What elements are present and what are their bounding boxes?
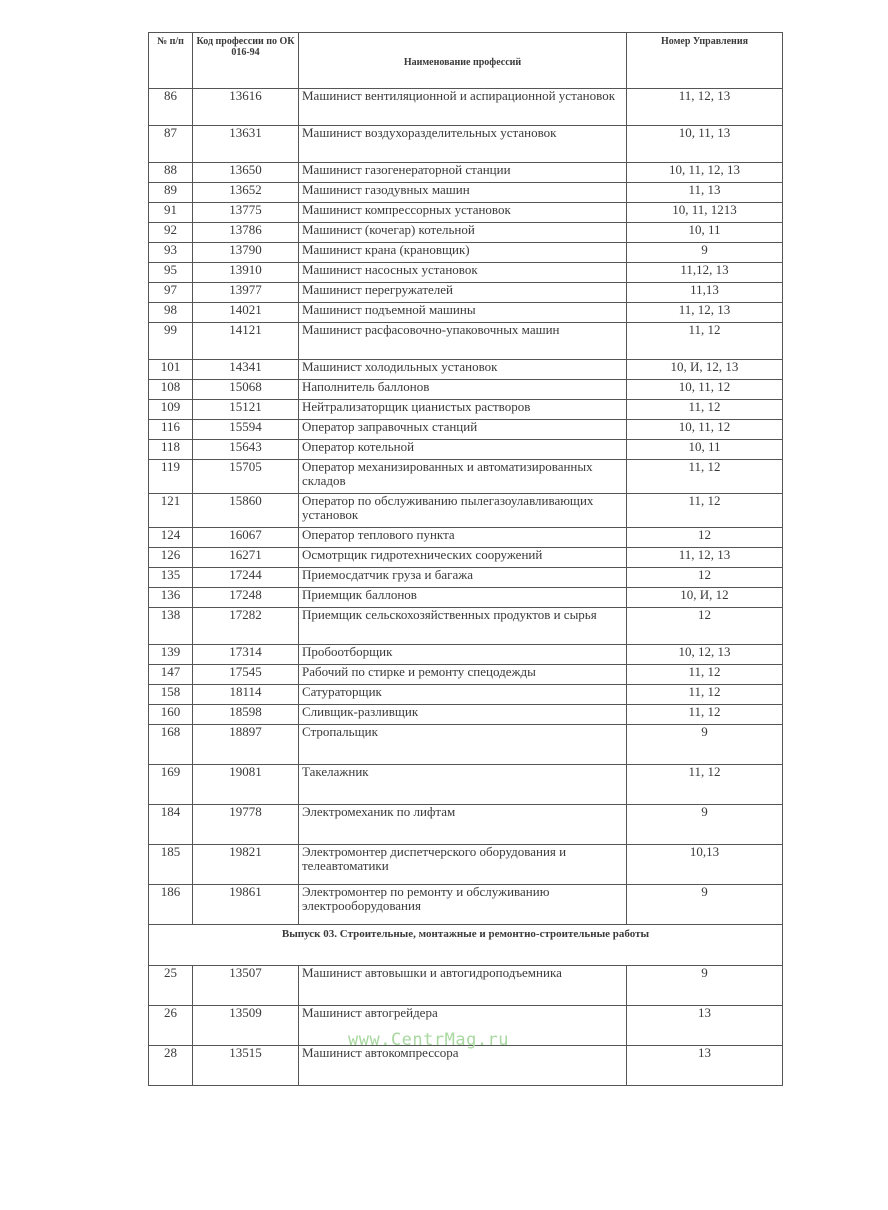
row-number: 109 (149, 400, 193, 420)
row-number: 88 (149, 163, 193, 183)
department-number: 12 (627, 528, 783, 548)
row-number: 186 (149, 885, 193, 925)
profession-code: 16067 (193, 528, 299, 548)
profession-code: 14121 (193, 323, 299, 360)
row-number: 160 (149, 705, 193, 725)
profession-code: 17282 (193, 608, 299, 645)
profession-name: Машинист подъемной машины (299, 303, 627, 323)
watermark: www.CentrMag.ru (348, 1030, 510, 1050)
table-row (149, 163, 783, 183)
department-number: 9 (627, 243, 783, 263)
profession-name: Нейтрализаторщик цианистых растворов (299, 400, 627, 420)
profession-name: Машинист автогрейдера (299, 1006, 627, 1046)
row-number: 147 (149, 665, 193, 685)
profession-name: Машинист вентиляционной и аспирационной установок (299, 89, 627, 126)
department-number: 10, 11, 12, 13 (627, 163, 783, 183)
department-number: 9 (627, 725, 783, 765)
profession-code: 13652 (193, 183, 299, 203)
department-number: 9 (627, 966, 783, 1006)
department-number: 10, 12, 13 (627, 645, 783, 665)
department-number: 12 (627, 568, 783, 588)
profession-name: Наполнитель баллонов (299, 380, 627, 400)
profession-code: 13790 (193, 243, 299, 263)
department-number: 10, 11, 12 (627, 420, 783, 440)
profession-name: Приемщик сельскохозяйственных продуктов и сырья (299, 608, 627, 645)
row-number: 28 (149, 1046, 193, 1086)
profession-name: Электромонтер по ремонту и обслуживанию электрооборудования (299, 885, 627, 925)
department-number: 11, 12 (627, 494, 783, 528)
table-row (149, 588, 783, 608)
profession-name: Электромонтер диспетчерского оборудования и телеавтоматики (299, 845, 627, 885)
header-code: Код профессии по ОК 016-94 (193, 33, 299, 89)
section-row (149, 925, 783, 966)
department-number: 10, 11, 12 (627, 380, 783, 400)
profession-code: 13631 (193, 126, 299, 163)
department-number: 11, 12 (627, 685, 783, 705)
table-row (149, 183, 783, 203)
row-number: 169 (149, 765, 193, 805)
department-number: 11,13 (627, 283, 783, 303)
profession-code: 13509 (193, 1006, 299, 1046)
profession-name: Машинист автокомпрессора (299, 1046, 627, 1086)
row-number: 126 (149, 548, 193, 568)
row-number: 136 (149, 588, 193, 608)
row-number: 158 (149, 685, 193, 705)
profession-name: Осмотрщик гидротехнических сооружений (299, 548, 627, 568)
profession-name: Оператор по обслуживанию пылегазоулавливающих установок (299, 494, 627, 528)
profession-code: 19821 (193, 845, 299, 885)
table-row (149, 765, 783, 805)
profession-name: Машинист газодувных машин (299, 183, 627, 203)
table-row (149, 440, 783, 460)
profession-name: Стропальщик (299, 725, 627, 765)
profession-name: Машинист компрессорных установок (299, 203, 627, 223)
row-number: 97 (149, 283, 193, 303)
table-row (149, 420, 783, 440)
profession-name: Машинист газогенераторной станции (299, 163, 627, 183)
table-row (149, 548, 783, 568)
profession-name: Такелажник (299, 765, 627, 805)
profession-code: 14021 (193, 303, 299, 323)
profession-code: 15860 (193, 494, 299, 528)
row-number: 89 (149, 183, 193, 203)
profession-name: Машинист воздухоразделительных установок (299, 126, 627, 163)
profession-code: 13507 (193, 966, 299, 1006)
department-number: 10, И, 12, 13 (627, 360, 783, 380)
profession-code: 13786 (193, 223, 299, 243)
row-number: 87 (149, 126, 193, 163)
header-num: № п/п (149, 33, 193, 89)
department-number: 10, И, 12 (627, 588, 783, 608)
professions-table (148, 32, 783, 1086)
profession-name: Приемщик баллонов (299, 588, 627, 608)
department-number: 11, 12 (627, 765, 783, 805)
department-number: 9 (627, 805, 783, 845)
profession-code: 14341 (193, 360, 299, 380)
profession-name: Оператор теплового пункта (299, 528, 627, 548)
profession-code: 13910 (193, 263, 299, 283)
row-number: 185 (149, 845, 193, 885)
row-number: 25 (149, 966, 193, 1006)
row-number: 92 (149, 223, 193, 243)
department-number: 9 (627, 885, 783, 925)
department-number: 11, 12 (627, 400, 783, 420)
table-row (149, 705, 783, 725)
department-number: 11, 13 (627, 183, 783, 203)
row-number: 124 (149, 528, 193, 548)
table-row (149, 223, 783, 243)
table-row (149, 528, 783, 548)
table-row (149, 263, 783, 283)
table-row (149, 380, 783, 400)
row-number: 95 (149, 263, 193, 283)
profession-name: Приемосдатчик груза и багажа (299, 568, 627, 588)
profession-name: Электромеханик по лифтам (299, 805, 627, 845)
table-row (149, 966, 783, 1006)
department-number: 11, 12 (627, 323, 783, 360)
table-row (149, 243, 783, 263)
department-number: 11, 12, 13 (627, 89, 783, 126)
department-number: 11, 12, 13 (627, 548, 783, 568)
department-number: 10, 11 (627, 223, 783, 243)
row-number: 118 (149, 440, 193, 460)
profession-name: Машинист расфасовочно-упаковочных машин (299, 323, 627, 360)
table-row (149, 645, 783, 665)
profession-code: 16271 (193, 548, 299, 568)
profession-code: 17314 (193, 645, 299, 665)
profession-code: 17244 (193, 568, 299, 588)
table-row (149, 568, 783, 588)
table-body (149, 89, 783, 1086)
profession-name: Машинист насосных установок (299, 263, 627, 283)
row-number: 93 (149, 243, 193, 263)
table-row (149, 608, 783, 645)
table-row (149, 203, 783, 223)
profession-name: Машинист холодильных установок (299, 360, 627, 380)
department-number: 13 (627, 1006, 783, 1046)
row-number: 121 (149, 494, 193, 528)
row-number: 99 (149, 323, 193, 360)
table-row (149, 303, 783, 323)
table-row (149, 126, 783, 163)
profession-code: 19778 (193, 805, 299, 845)
profession-name: Машинист перегружателей (299, 283, 627, 303)
table-row (149, 1046, 783, 1086)
department-number: 11, 12 (627, 665, 783, 685)
section-title: Выпуск 03. Строительные, монтажные и ремонтно-строительные работы (149, 925, 783, 966)
table-row (149, 323, 783, 360)
table-row (149, 725, 783, 765)
table-row (149, 685, 783, 705)
profession-code: 18114 (193, 685, 299, 705)
profession-code: 17545 (193, 665, 299, 685)
department-number: 11, 12 (627, 460, 783, 494)
header-dept: Номер Управления (627, 33, 783, 89)
profession-code: 13775 (193, 203, 299, 223)
profession-name: Сатураторщик (299, 685, 627, 705)
row-number: 101 (149, 360, 193, 380)
department-number: 10,13 (627, 845, 783, 885)
table-row (149, 494, 783, 528)
profession-code: 15643 (193, 440, 299, 460)
row-number: 116 (149, 420, 193, 440)
department-number: 11, 12 (627, 705, 783, 725)
profession-name: Машинист крана (крановщик) (299, 243, 627, 263)
profession-code: 18897 (193, 725, 299, 765)
row-number: 98 (149, 303, 193, 323)
profession-name: Пробоотборщик (299, 645, 627, 665)
department-number: 13 (627, 1046, 783, 1086)
header-name: Наименование профессий (299, 33, 627, 89)
department-number: 12 (627, 608, 783, 645)
profession-name: Рабочий по стирке и ремонту спецодежды (299, 665, 627, 685)
table-row (149, 805, 783, 845)
row-number: 135 (149, 568, 193, 588)
profession-code: 17248 (193, 588, 299, 608)
profession-name: Оператор заправочных станций (299, 420, 627, 440)
row-number: 168 (149, 725, 193, 765)
department-number: 10, 11 (627, 440, 783, 460)
profession-code: 15121 (193, 400, 299, 420)
profession-code: 15705 (193, 460, 299, 494)
table-row (149, 460, 783, 494)
profession-code: 19081 (193, 765, 299, 805)
profession-code: 13650 (193, 163, 299, 183)
table-header-row (149, 33, 783, 89)
profession-code: 13515 (193, 1046, 299, 1086)
document-page (148, 32, 782, 1086)
row-number: 119 (149, 460, 193, 494)
profession-code: 13977 (193, 283, 299, 303)
table-row (149, 885, 783, 925)
row-number: 138 (149, 608, 193, 645)
profession-name: Машинист автовышки и автогидроподъемника (299, 966, 627, 1006)
profession-code: 18598 (193, 705, 299, 725)
department-number: 10, 11, 13 (627, 126, 783, 163)
profession-name: Оператор механизированных и автоматизированных складов (299, 460, 627, 494)
table-row (149, 400, 783, 420)
table-row (149, 360, 783, 380)
row-number: 184 (149, 805, 193, 845)
table-row (149, 1006, 783, 1046)
table-row (149, 283, 783, 303)
row-number: 108 (149, 380, 193, 400)
profession-code: 13616 (193, 89, 299, 126)
department-number: 10, 11, 1213 (627, 203, 783, 223)
profession-name: Сливщик-разливщик (299, 705, 627, 725)
profession-code: 19861 (193, 885, 299, 925)
department-number: 11, 12, 13 (627, 303, 783, 323)
department-number: 11,12, 13 (627, 263, 783, 283)
row-number: 91 (149, 203, 193, 223)
row-number: 86 (149, 89, 193, 126)
row-number: 139 (149, 645, 193, 665)
table-row (149, 665, 783, 685)
profession-name: Машинист (кочегар) котельной (299, 223, 627, 243)
table-row (149, 89, 783, 126)
row-number: 26 (149, 1006, 193, 1046)
table-row (149, 845, 783, 885)
profession-name: Оператор котельной (299, 440, 627, 460)
profession-code: 15594 (193, 420, 299, 440)
profession-code: 15068 (193, 380, 299, 400)
